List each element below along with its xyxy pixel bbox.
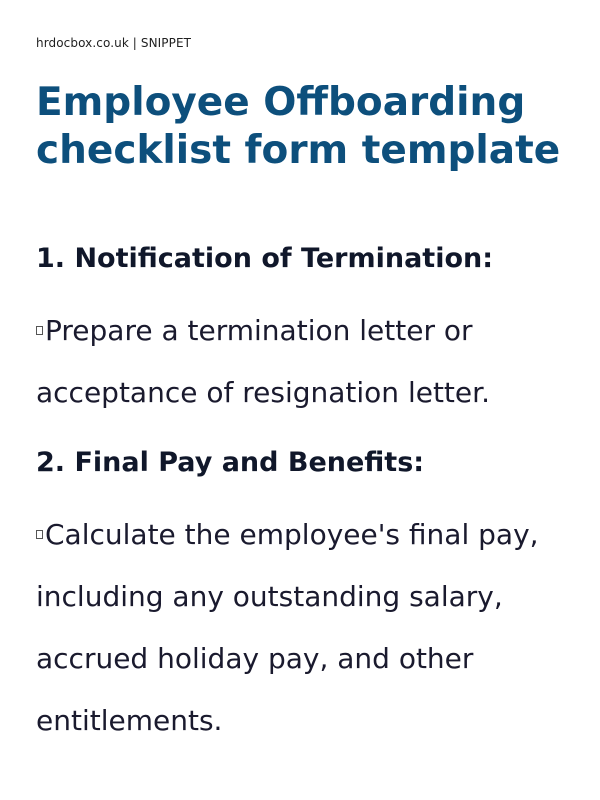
page-title: Employee Offboarding checklist form template [36, 80, 561, 173]
section-heading-final-pay: 2. Final Pay and Benefits: [36, 447, 425, 478]
section-text-notification: Prepare a termination letter or acceptance of resignation letter. [36, 314, 490, 409]
section-text-final-pay: Calculate the employee's final pay, including any outstanding salary, accrued holiday pay, and other entitlements. [36, 518, 539, 737]
section-heading-notification: 1. Notification of Termination: [36, 243, 494, 274]
section-body-notification [36, 300, 566, 424]
checkbox-bullet-icon [36, 530, 43, 539]
checkbox-bullet-icon [36, 326, 43, 335]
section-body-final-pay [36, 504, 566, 752]
source-label: hrdocbox.co.uk | SNIPPET [36, 36, 192, 50]
